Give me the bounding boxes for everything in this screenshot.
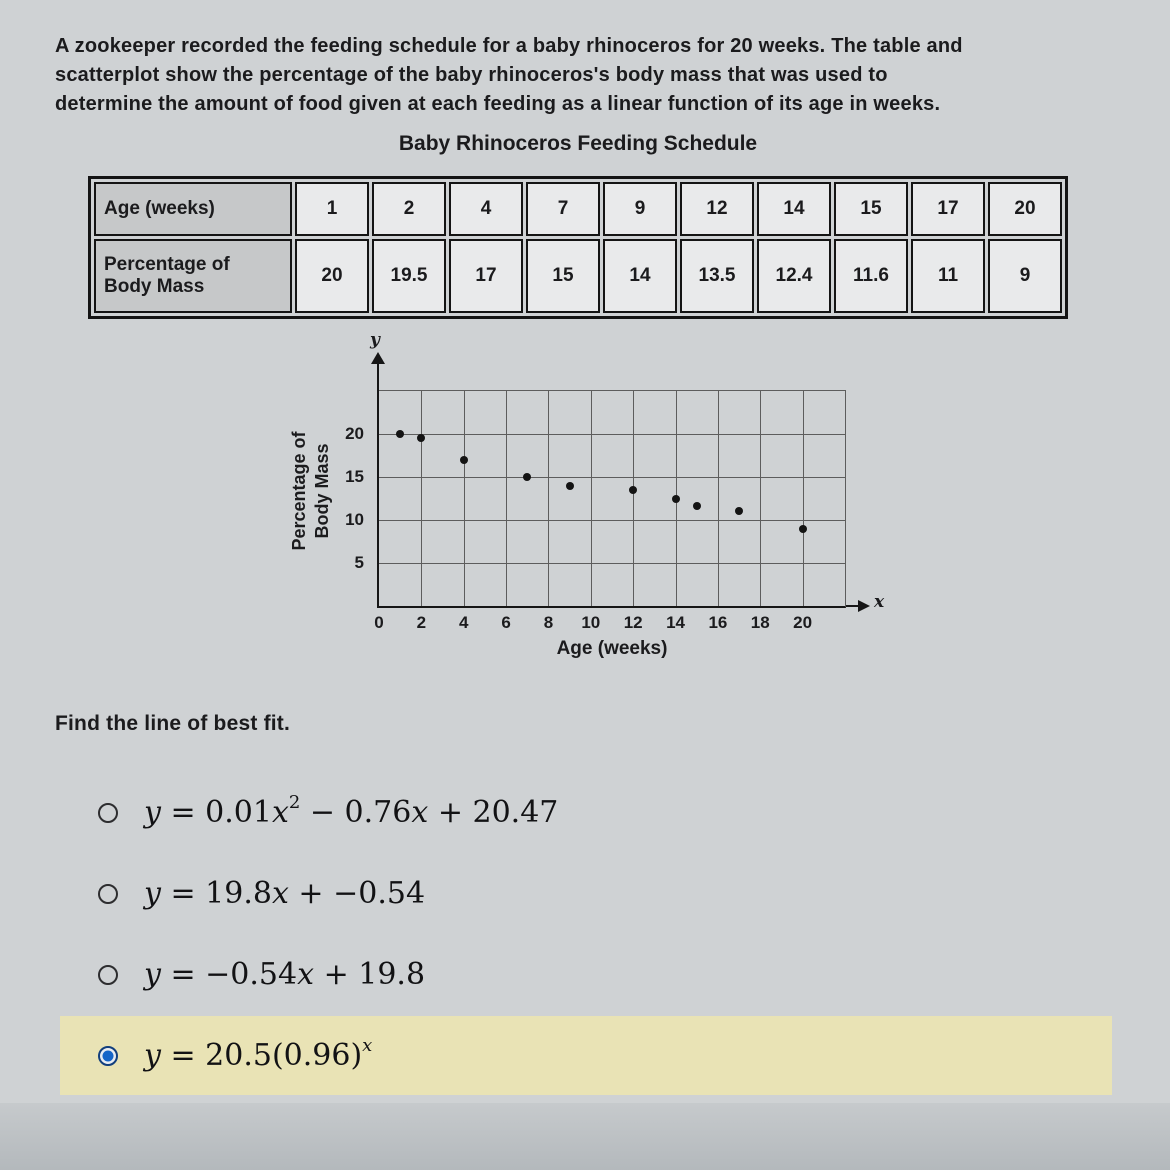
answer-option-4[interactable] <box>60 1016 1112 1095</box>
radio-button[interactable] <box>98 965 118 985</box>
age-value: 17 <box>911 182 985 236</box>
x-tick-label: 20 <box>793 613 813 632</box>
x-tick-label: 12 <box>623 613 643 632</box>
data-point <box>523 473 531 481</box>
math-segment: = 20.5(0.96) <box>160 1038 363 1073</box>
x-axis-label: Age (weeks) <box>556 638 668 659</box>
math-segment: y <box>144 1038 161 1073</box>
y-axis-arrow-icon <box>371 352 385 364</box>
gridline-vertical <box>803 391 804 606</box>
percentage-value: 9 <box>988 239 1062 313</box>
math-segment: + 19.8 <box>314 957 426 992</box>
gridline-vertical <box>591 391 592 606</box>
data-point <box>460 456 468 464</box>
gridline-vertical <box>421 391 422 606</box>
data-point <box>629 486 637 494</box>
x-axis-letter: x <box>874 592 885 612</box>
prompt-line: determine the amount of food given at each feeding as a linear function of its age in weeks. <box>55 93 941 115</box>
data-point <box>396 430 404 438</box>
math-segment: y <box>144 876 161 911</box>
math-segment: y <box>144 795 161 830</box>
x-tick-label: 0 <box>374 613 384 632</box>
y-tick-label: 10 <box>345 510 364 529</box>
gridline-vertical <box>718 391 719 606</box>
x-tick-label: 10 <box>581 613 601 632</box>
y-axis-letter: y <box>370 330 380 350</box>
option-formula <box>144 957 425 992</box>
percentage-value: 12.4 <box>757 239 831 313</box>
prompt-line: scatterplot show the percentage of the baby rhinoceros's body mass that was used to <box>55 64 888 86</box>
y-tick-label: 5 <box>354 553 364 572</box>
answer-option-2[interactable] <box>60 854 1112 933</box>
math-segment: x <box>411 795 429 830</box>
age-value: 1 <box>295 182 369 236</box>
x-tick-label: 16 <box>708 613 728 632</box>
y-axis-label <box>288 386 336 596</box>
math-segment: x <box>362 1035 373 1057</box>
age-value: 9 <box>603 182 677 236</box>
x-tick-label: 8 <box>543 613 554 632</box>
row-header-percentage: Percentage of Body Mass <box>94 239 292 313</box>
option-formula <box>144 876 425 911</box>
question-instruction: Find the line of best fit. <box>55 712 291 735</box>
x-axis-arrow-icon <box>858 600 870 612</box>
data-point <box>693 502 701 510</box>
row-header-age: Age (weeks) <box>94 182 292 236</box>
math-segment: − 0.76 <box>300 795 412 830</box>
percentage-value: 20 <box>295 239 369 313</box>
option-formula <box>144 792 559 830</box>
data-point <box>672 495 680 503</box>
math-segment: = 19.8 <box>160 876 272 911</box>
gridline-horizontal <box>379 520 845 521</box>
math-segment: = −0.54 <box>160 957 298 992</box>
age-value: 7 <box>526 182 600 236</box>
option-formula <box>144 1035 373 1073</box>
gridline-vertical <box>548 391 549 606</box>
math-segment: x <box>271 795 289 830</box>
radio-button[interactable] <box>98 803 118 823</box>
y-axis-label-line: Percentage of <box>289 431 309 551</box>
age-value: 20 <box>988 182 1062 236</box>
gridline-horizontal <box>379 434 845 435</box>
percentage-value: 14 <box>603 239 677 313</box>
radio-button[interactable] <box>98 1046 118 1066</box>
gridline-horizontal <box>379 477 845 478</box>
answer-option-1[interactable] <box>60 773 1112 852</box>
data-point <box>566 482 574 490</box>
math-segment: x <box>271 876 289 911</box>
percentage-value: 11 <box>911 239 985 313</box>
gridline-vertical <box>464 391 465 606</box>
table-title: Baby Rhinoceros Feeding Schedule <box>398 132 758 155</box>
answer-option-3[interactable] <box>60 935 1112 1014</box>
age-value: 2 <box>372 182 446 236</box>
percentage-value: 17 <box>449 239 523 313</box>
y-tick-label: 15 <box>345 467 364 486</box>
x-axis-ticks <box>374 608 845 632</box>
gridline-horizontal <box>379 563 845 564</box>
age-value: 14 <box>757 182 831 236</box>
x-tick-label: 14 <box>666 613 685 632</box>
math-segment: y <box>144 957 161 992</box>
radio-button[interactable] <box>98 884 118 904</box>
y-tick-label: 20 <box>345 424 364 443</box>
gridline-vertical <box>506 391 507 606</box>
x-tick-label: 4 <box>458 613 469 632</box>
data-point <box>799 525 807 533</box>
data-point <box>417 434 425 442</box>
y-axis-label-line: Body Mass <box>312 443 332 539</box>
age-value: 4 <box>449 182 523 236</box>
age-value: 15 <box>834 182 908 236</box>
x-tick-label: 2 <box>416 613 427 632</box>
x-tick-label: 6 <box>501 613 511 632</box>
answer-options <box>60 773 1112 1097</box>
math-segment: + 20.47 <box>428 795 559 830</box>
y-axis-line <box>377 364 379 392</box>
percentage-value: 19.5 <box>372 239 446 313</box>
data-point <box>735 507 743 515</box>
percentage-value: 15 <box>526 239 600 313</box>
math-segment: = 0.01 <box>160 795 272 830</box>
math-segment: x <box>297 957 315 992</box>
math-segment: + −0.54 <box>288 876 426 911</box>
percentage-value: 11.6 <box>834 239 908 313</box>
age-value: 12 <box>680 182 754 236</box>
photo-edge-band <box>0 1103 1170 1170</box>
gridline-vertical <box>633 391 634 606</box>
y-axis-ticks <box>330 391 372 606</box>
math-segment: 2 <box>288 792 301 814</box>
plot-area <box>377 390 846 608</box>
gridline-vertical <box>760 391 761 606</box>
percentage-value: 13.5 <box>680 239 754 313</box>
x-tick-label: 18 <box>750 613 770 632</box>
prompt-line: A zookeeper recorded the feeding schedule for a baby rhinoceros for 20 weeks. The table and <box>55 35 963 57</box>
